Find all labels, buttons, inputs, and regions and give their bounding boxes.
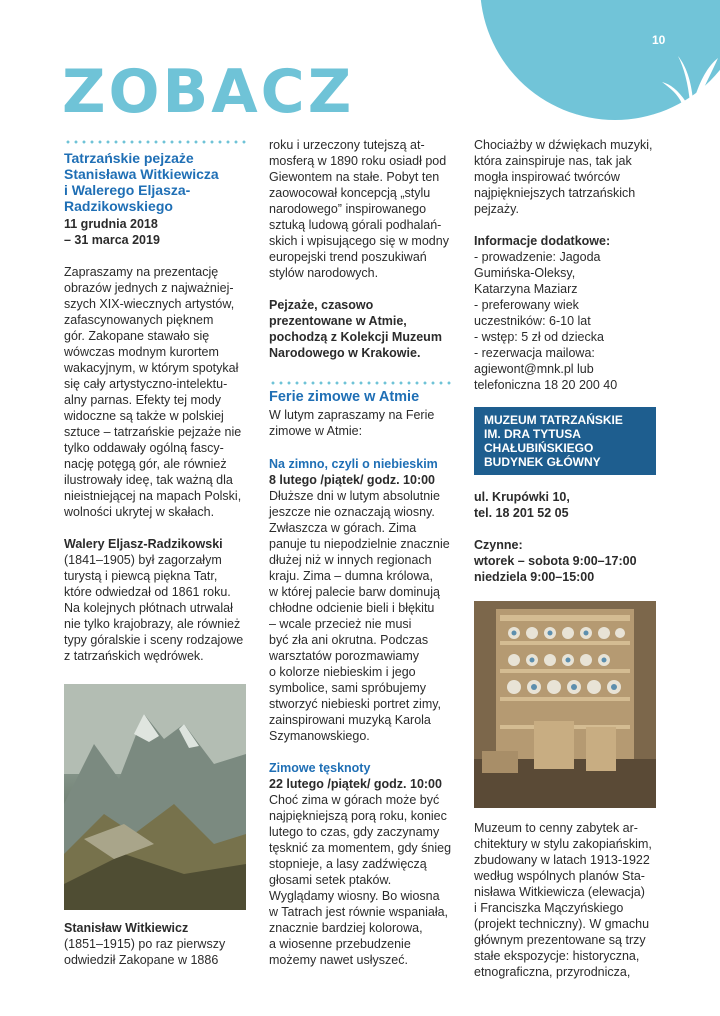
collection-note: Pejzaże, czasowo prezentowane w Atmie, pochodzą z Kolekcji Muzeum Narodowego w Krakowie. bbox=[269, 298, 442, 360]
mountain-painting bbox=[64, 684, 246, 910]
workshop-1-title: Na zimno, czyli o niebieskim bbox=[269, 457, 438, 471]
article-title: Tatrzańskie pejzaże Stanisława Witkiewicza i Walerego Eljasza- Radzikowskiego bbox=[64, 150, 219, 214]
exhibition-dates: 11 grudnia 2018 – 31 marca 2019 bbox=[64, 217, 160, 247]
opening-hours: Czynne: wtorek – sobota 9:00–17:00 niedziela 9:00–15:00 bbox=[474, 538, 637, 584]
ferie-title: Ferie zimowe w Atmie bbox=[269, 389, 420, 405]
email-link[interactable]: agiewont@mnk.pl lub bbox=[474, 362, 594, 376]
intro-paragraph: Zapraszamy na prezentację obrazów jednych z najważniej- szych XIX-wiecznych artystów, zafascynowanych pięknem gór. Zakopane stawało się wówczas modnym kurortem wakacyjnym, w którym spotykał się cały artystyczno-intelektu- alny parnas. Efekty tej mody widoczne są także w polskiej sztuce – tatrzańskie pejzaże nie tylko oddawały ogólną fascy- nację potęgą gór, ale również ilustrowały ideę, tak ważną dla nieistniejącej na mapach Polski, wolności ukrytej w skałach. bbox=[64, 265, 242, 519]
workshop-1-text: Dłuższe dni w lutym absolutnie jeszcze nie oznaczają wiosny. Zwłaszcza w górach. Zima panuje tu niepodzielnie znacznie dłużej niż w innych regionach kraju. Zima – dumna królowa, w której palecie barw dominują chłodne odcienie bieli i błękitu – wcale przecież nie musi być zła ani okrutna. Podczas warsztatów porozmawiamy o kolorze niebieskim i jego symbolice, sami spróbujemy stworzyć niebieski portret zimy, zainspirowani muzyką Karola Szymanowskiego. bbox=[269, 489, 450, 743]
eljasz-name: Walery Eljasz-Radzikowski bbox=[64, 537, 223, 551]
workshop-2-title: Zimowe tęsknoty bbox=[269, 761, 371, 775]
info-heading: Informacje dodatkowe: bbox=[474, 234, 611, 248]
ferie-intro: W lutym zapraszamy na Ferie zimowe w Atmie: bbox=[269, 408, 435, 438]
info-list: - prowadzenie: Jagoda Gumińska-Oleksy, Katarzyna Maziarz - preferowany wiek uczestników: 6-10 lat - wstęp: 5 zł od dziecka - rezerwacja mailowa: agiewont@mnk.pl lub telefoniczna 18 20 200 40 bbox=[474, 249, 664, 393]
museum-interior-photo bbox=[474, 601, 656, 808]
witkiewicz-continued: roku i urzeczony tutejszą at- mosferą w 1890 roku osiadł pod Giewontem na stałe. Pobyt ten zaowocował koncepcją „stylu narodowego” inspirowanego sztuką ludową górali podhalań- skich i wpisującego się w modny europejski trend poszukiwań stylów narodowych. bbox=[269, 138, 449, 280]
leaf-logo-icon bbox=[660, 38, 720, 108]
interior-artwork bbox=[474, 601, 656, 808]
dotted-divider bbox=[64, 140, 246, 144]
workshop-2-date: 22 lutego /piątek/ godz. 10:00 bbox=[269, 777, 442, 791]
workshop-2-text: Choć zima w górach może być najpiękniejszą porą roku, koniec lutego to czas, gdy zaczynamy tęsknić za momentem, gdy śnieg stopnieje, a lasy zadźwięczą głosami setek ptaków. Wyglądamy wiosny. Bo wiosna w Tatrach jest równie wspaniała, znacznie bardziej kolorowa, a wiosenne przebudzenie możemy nawet usłyszeć. bbox=[269, 793, 452, 967]
page-title: ZOBACZ bbox=[62, 57, 355, 127]
witkiewicz-name: Stanisław Witkiewicz bbox=[64, 921, 189, 935]
workshop-1-date: 8 lutego /piątek/ godz. 10:00 bbox=[269, 473, 436, 487]
dotted-divider bbox=[269, 381, 451, 385]
museum-description: Muzeum to cenny zabytek ar- chitektury w stylu zakopiańskim, zbudowany w latach 1913-1922 według wspólnych planów Sta- nisława Witkiewicza (elewacja) i Franciszka Mączyńskiego (projekt techniczny). W gmachu głównym prezentowane są trzy stałe ekspozycje: historyczna, etnograficzna, przyrodnicza, bbox=[474, 821, 652, 979]
museum-name-box: MUZEUM TATRZAŃSKIE IM. DRA TYTUSA CHAŁUBIŃSKIEGO BUDYNEK GŁÓWNY bbox=[474, 407, 656, 475]
eljasz-paragraph: Walery Eljasz-Radzikowski (1841–1905) był zagorzałym turystą i piewcą piękna Tatr, które odwiedzał od 1861 roku. Na kolejnych płótnach utrwalał nie tylko krajobrazy, ale również typy góralskie i sceny rodzajowe z tatrzańskich wędrówek. bbox=[64, 536, 250, 664]
museum-address: ul. Krupówki 10, tel. 18 201 52 05 bbox=[474, 490, 570, 520]
column-3 bbox=[474, 137, 664, 980]
column-2 bbox=[269, 137, 455, 968]
page-number: 10 bbox=[652, 33, 666, 47]
column-1 bbox=[64, 140, 250, 968]
workshop-2-continued: Chociażby w dźwiękach muzyki, która zainspiruje nas, tak jak mogła inspirować twórców najpiękniejszych tatrzańskich pejzaży. bbox=[474, 138, 653, 216]
witkiewicz-paragraph: Stanisław Witkiewicz (1851–1915) po raz pierwszy odwiedził Zakopane w 1886 bbox=[64, 920, 250, 968]
painting-artwork bbox=[64, 684, 246, 910]
